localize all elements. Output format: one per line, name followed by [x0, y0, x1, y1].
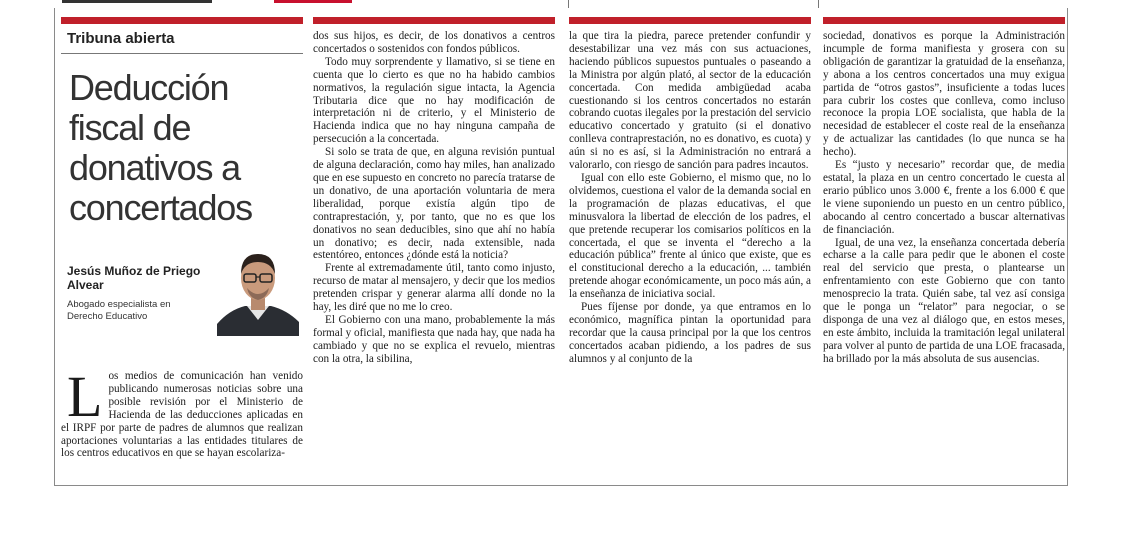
column-2	[313, 17, 555, 366]
author-role: Abogado especialista en Derecho Educativo	[67, 299, 171, 322]
paragraph: El Gobierno con una mano, probablemente la más formal y oficial, manifiesta que nada hay, que nada ha cambiado y que no se explica el revuelo, mientras con la otra, la sibilina,	[313, 313, 555, 365]
column-3	[569, 17, 811, 366]
lead-paragraph	[61, 364, 303, 460]
paragraph: Pues fíjense por donde, ya que entramos en lo económico, magnífica pintan la oportunidad para recordar que la causa principal por la que los centros concertados acaban pidiendo, a los padres de sus alumnos y al conjunto de la	[569, 301, 811, 365]
section-rule	[61, 53, 303, 54]
paragraph: Si solo se trata de que, en alguna revisión puntual de alguna declaración, como hay miles, han analizado que en ese supuesto en concreto no parecía tratarse de un donativo, de una aportación voluntaria de mera liberalidad, porque existía algún tipo de contraprestación, y, por tanto, que no es que los donativos no sean deducibles, sino que ahí no había un donativo; es decir, nada extensible, nada estentóreo, entonces ¿dónde está la noticia?	[313, 146, 555, 262]
column-red-bar	[61, 17, 303, 24]
drop-cap: L	[67, 364, 103, 429]
top-strip-divider	[818, 0, 819, 8]
paragraph: sociedad, donativos es porque la Administración incumple de forma manifiesta y grosera con su obligación de garantizar la gratuidad de la enseñanza, y abona a los centros concertados una muy exigua partida de “otros gastos”, insuficiente a todas luces para cubrir los costes que conlleva, como incluso reconoce la propia LOE socialista, que habla de la necesidad de establecer el coste real de la enseñanza y de actualizar las cantidades (lo que nunca se ha hecho).	[823, 30, 1065, 159]
column-1	[61, 17, 303, 460]
author-block	[61, 244, 303, 340]
paragraph: Igual, de una vez, la enseñanza concertada debería echarse a la calle para pedir que le abonen el coste real del servicio que presta, o plantearse un enfrentamiento con este Gobierno que con tanto menosprecio la trata. Quién sabe, tal vez así consiga que le ponga un “relator” para negociar, o se disponga de una vez al diálogo que, en estos meses, en este ámbito, incluida la tramitación legal unilateral para volver al punto de partida de una LOE fracasada, ha brillado por la más absoluta de sus ausencias.	[823, 236, 1065, 365]
paragraph: la que tira la piedra, parece pretender confundir y desestabilizar una vez más con sus actuaciones, haciendo públicos supuestos puntuales o paseando a la Ministra por algún plató, al sector de la educación concertada. Con medida ambigüedad acaba cuestionando si los centros concertados no estarán cobrando cuotas ilegales por la prestación del servicio educativo concertado y gratuito (si el donativo conlleva contraprestación, no es donativo, es cuota) y aún si no es así, si la Administración no entrará a valorarlo, con riesgo de sanción para padres incautos.	[569, 30, 811, 172]
lead-text: os medios de comunicación han venido publicando numerosas noticias sobre una posible revisión por el Ministerio de Hacienda de las deducciones aplicadas en el IRPF por parte de padres de alumnos que realizan aportaciones voluntarias a las entidades titulares de los centros educativos en que se hayan escolariza-	[61, 370, 303, 460]
column-red-bar	[823, 17, 1065, 24]
author-photo	[217, 244, 299, 336]
paragraph: Es “justo y necesario” recordar que, de media estatal, la plaza en un centro concertado le cuesta al erario público unos 3.000 €, frente a los 6.000 € que le viene suponiendo un puesto en un centro público, abocando al centro concertado a buscar alternativas de financiación.	[823, 159, 1065, 236]
paragraph: Igual con ello este Gobierno, el mismo que, no lo olvidemos, cuestiona el valor de la demanda social en la programación de plazas educativas, el que minusvalora la libertad de elección de los padres, el que pretende recuperar los comisarios políticos en la concertada, el que se inventa el “derecho a la educación pública” frente al único que existe, que es el constitucional derecho a la educación, ... también pretende ahogar económicamente, un poco más aún, a la enseñanza de iniciativa social.	[569, 171, 811, 301]
section-label: Tribuna abierta	[67, 30, 175, 47]
column-red-bar	[313, 17, 555, 24]
top-strip-divider	[568, 0, 569, 8]
paragraph: dos sus hijos, es decir, de los donativos a centros concertados o sostenidos con fondos públicos.	[313, 30, 555, 55]
headline: Deducción fiscal de donativos a concertados	[69, 67, 252, 228]
column-4	[823, 17, 1065, 366]
paragraph: Frente al extremadamente útil, tanto como injusto, recurso de matar al mensajero, y decir que los medios pretenden crispar y generar alarma allí donde no la hay, les diré que no me lo creo.	[313, 262, 555, 314]
article-frame	[54, 8, 1068, 486]
top-strip-red-bar	[274, 0, 352, 3]
top-strip-dark-bar	[62, 0, 212, 3]
author-name: Jesús Muñoz de Priego Alvear	[67, 264, 201, 292]
top-strip	[56, 0, 1069, 8]
column-red-bar	[569, 17, 811, 24]
paragraph: Todo muy sorprendente y llamativo, si se tiene en cuenta que lo cierto es que no ha habido cambios normativos, la regulación sigue intacta, la Agencia Tributaria dice que no hay modificación de interpretación ni de criterio, y el Ministerio de Hacienda indica que no hay ninguna campaña de persecución a la concertada.	[313, 55, 555, 146]
